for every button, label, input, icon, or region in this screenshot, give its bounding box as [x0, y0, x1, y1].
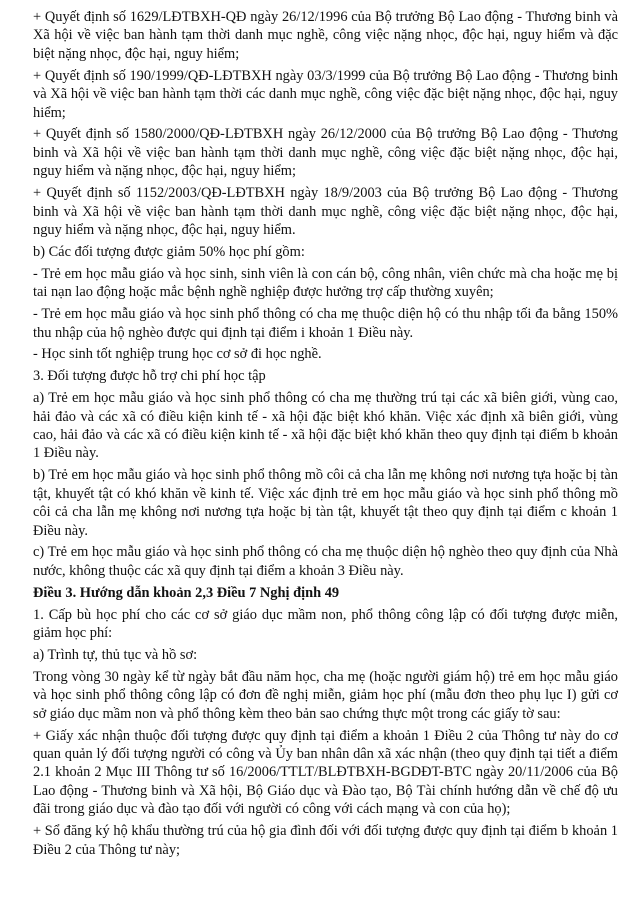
decision-1152-item: + Quyết định số 1152/2003/QĐ-LĐTBXH ngày 18/9/2003 của Bộ trưởng Bộ Lao động - Thương binh và Xã hội về việc ban hành tạm thời danh mục nghề, công việc đặc biệt nặng nhọc, độc hại, nguy hiểm và nặng nhọc, độc hại, nguy hiểm.	[33, 185, 618, 238]
procedure-paragraph: Trong vòng 30 ngày kể từ ngày bắt đầu năm học, cha mẹ (hoặc người giám hộ) trẻ em học mẫu giáo và học sinh phổ thông công lập có đơn đề nghị miễn, giảm học phí (mẫu đơn theo phụ lục I) gửi cơ sở giáo dục mầm non và phổ thông kèm theo bản sao chứng thực một trong các giấy tờ sau:	[33, 668, 618, 722]
reduction-item-vocational: - Học sinh tốt nghiệp trung học cơ sở đi học nghề.	[33, 346, 322, 363]
support-item-b: b) Trẻ em học mẫu giáo và học sinh phổ thông mồ côi cả cha lẫn mẹ không nơi nương tựa hoặc bị tàn tật, khuyết tật có khó khăn về kinh tế. Việc xác định trẻ em học mẫu giáo và học sinh phổ thông mồ côi cả cha lẫn mẹ không nơi nương tựa hoặc bị tàn tật, khuyết tật theo quy định tại điểm c khoản 1 Điều này.	[33, 467, 618, 539]
article-3-heading: Điều 3. Hướng dẫn khoản 2,3 Điều 7 Nghị định 49	[33, 584, 340, 601]
decision-1629-item: + Quyết định số 1629/LĐTBXH-QĐ ngày 26/12/1996 của Bộ trưởng Bộ Lao động - Thương binh và Xã hội về việc ban hành tạm thời danh mục nghề, công việc nặng nhọc, độc hại, nguy hiểm và đặc biệt nặng nhọc, độc hại, nguy hiểm;	[33, 9, 618, 62]
reduction-item-labor-accident: - Trẻ em học mẫu giáo và học sinh, sinh viên là con cán bộ, công nhân, viên chức mà cha hoặc mẹ bị tai nạn lao động hoặc mắc bệnh nghề nghiệp được hưởng trợ cấp thường xuyên;	[33, 265, 618, 301]
section-3-support-costs: 3. Đối tượng được hỗ trợ chi phí học tập	[33, 368, 266, 385]
document-item-household-book: + Sổ đăng ký hộ khẩu thường trú của hộ gia đình đối với đối tượng được quy định tại điểm b khoản 1 Điều 2 của Thông tư này;	[33, 823, 618, 858]
article-3-point-a: a) Trình tự, thủ tục và hồ sơ:	[33, 647, 198, 663]
document-item-certificate: + Giấy xác nhận thuộc đối tượng được quy định tại điểm a khoản 1 Điều 2 của Thông tư này do cơ quan quản lý đối tượng người có công và Ủy ban nhân dân xã xác nhận (theo quy định tại tiết a điểm 2.1 khoản 2 Mục III Thông tư số 16/2006/TTLT/BLĐTBXH-BGDĐT-BTC ngày 20/11/2006 của Bộ Lao động - Thương binh và Xã hội, Bộ Giáo dục và Đào tạo, Bộ Tài chính hướng dẫn về chế độ ưu đãi trong giáo dục và đào tạo đối với người có công với cách mạng và con của họ);	[33, 727, 618, 818]
support-item-c: c) Trẻ em học mẫu giáo và học sinh phổ thông có cha mẹ thuộc diện hộ nghèo theo quy định của Nhà nước, không thuộc các xã quy định tại điểm a khoản 3 Điều này.	[33, 544, 618, 579]
reduction-item-low-income: - Trẻ em học mẫu giáo và học sinh phổ thông có cha mẹ thuộc diện hộ có thu nhập tối đa bằng 150% thu nhập của hộ nghèo được qui định tại điểm i khoản 1 Điều này.	[33, 306, 618, 341]
decision-190-item: + Quyết định số 190/1999/QĐ-LĐTBXH ngày 03/3/1999 của Bộ trưởng Bộ Lao động - Thương binh và Xã hội về việc ban hành tạm thời các danh mục nghề, công việc đặc biệt nặng nhọc, độc hại, nguy hiểm;	[33, 67, 618, 121]
section-b-50-percent-reduction: b) Các đối tượng được giảm 50% học phí gồm:	[33, 243, 305, 260]
document-page	[33, 8, 618, 862]
support-item-a: a) Trẻ em học mẫu giáo và học sinh phổ thông có cha mẹ thường trú tại các xã biên giới, vùng cao, hải đảo và các xã có điều kiện kinh tế - xã hội đặc biệt khó khăn. Việc xác định xã biên giới, vùng cao, hải đảo và các xã có điều kiện kinh tế - xã hội đặc biệt khó khăn theo quy định tại điểm b khoản 1 Điều này.	[33, 390, 618, 462]
article-3-clause-1: 1. Cấp bù học phí cho các cơ sở giáo dục mầm non, phổ thông công lập có đối tượng được miễn, giảm học phí:	[33, 606, 618, 642]
decision-1580-item: + Quyết định số 1580/2000/QĐ-LĐTBXH ngày 26/12/2000 của Bộ trưởng Bộ Lao động - Thương binh và Xã hội về việc ban hành tạm thời danh mục nghề, công việc đặc biệt nặng nhọc, độc hại, nguy hiểm và nặng nhọc, độc hại, nguy hiểm;	[33, 126, 618, 180]
